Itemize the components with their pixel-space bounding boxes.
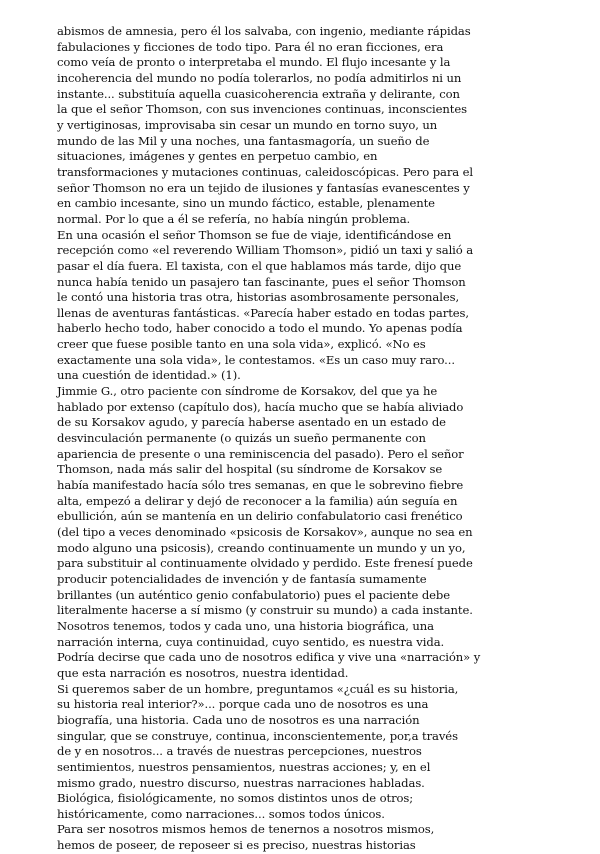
text-line: singular, que se construye, continua, inconscientemente, por,a través [57,728,458,743]
text-line: narración interna, cuya continuidad, cuyo sentido, es nuestra vida. [57,634,445,649]
text-line: apariencia de presente o una reminiscencia del pasado). Pero el señor [57,446,464,461]
text-line: transformaciones y mutaciones continuas, caleidoscópicas. Pero para el [57,164,474,179]
text-line: alta, empezó a delirar y dejó de reconocer a la familia) aún seguía en [57,493,458,508]
text-line: su historia real interior?»... porque cada uno de nosotros es una [57,697,429,712]
text-line: creer que fuese posible tanto en una sola vida», explicó. «No es [57,337,426,352]
text-line: hemos de poseer, de reposeer si es preciso, nuestras historias [57,838,416,853]
text-line: y vertiginosas, improvisaba sin cesar un mundo en torno suyo, un [57,117,438,132]
text-line: fabulaciones y ficciones de todo tipo. Para él no eran ficciones, era [57,39,444,54]
text-line: biografía, una historia. Cada uno de nosotros es una narración [57,712,420,727]
text-line: modo alguno una psicosis), creando continuamente un mundo y un yo, [57,540,466,555]
text-line: recepción como «el reverendo William Thomson», pidió un taxi y salió a [57,243,474,258]
text-line: literalmente hacerse a sí mismo (y construir su mundo) a cada instante. [57,603,473,618]
text-line: señor Thomson no era un tejido de ilusiones y fantasías evanescentes y [57,180,470,195]
text-line: En una ocasión el señor Thomson se fue de viaje, identificándose en [57,227,452,242]
text-line: una cuestión de identidad.» (1). [57,368,241,383]
text-line: Nosotros tenemos, todos y cada uno, una historia biográfica, una [57,618,434,633]
text-line: Podría decirse que cada uno de nosotros edifica y vive una «narración» y [57,650,481,665]
text-line: para substituir al continuamente olvidado y perdido. Este frenesí puede [57,556,473,571]
body-text [57,24,542,854]
text-line: mismo grado, nuestro discurso, nuestras narraciones habladas. [57,775,425,790]
text-line: incoherencia del mundo no podía tolerarlos, no podía admitirlos ni un [57,70,462,85]
text-line: que esta narración es nosotros, nuestra identidad. [57,665,349,680]
text-line: le contó una historia tras otra, historias asombrosamente personales, [57,290,460,305]
text-line: Biológica, fisiológicamente, no somos distintos unos de otros; [57,791,414,806]
text-line: de su Korsakov agudo, y parecía haberse asentado en un estado de [57,415,446,430]
text-line: llenas de aventuras fantásticas. «Parecía haber estado en todas partes, [57,305,469,320]
text-line: nunca había tenido un pasajero tan fascinante, pues el señor Thomson [57,274,466,289]
text-line: de y en nosotros... a través de nuestras percepciones, nuestros [57,744,422,759]
text-line: había manifestado hacía sólo tres semanas, en que le sobrevino fiebre [57,478,464,493]
text-line: producir potencialidades de invención y de fantasía sumamente [57,571,427,586]
text-line: la que el señor Thomson, con sus invenciones continuas, inconscientes [57,102,467,117]
text-line: Para ser nosotros mismos hemos de tenernos a nosotros mismos, [57,822,435,837]
text-line: como veía de pronto o interpretaba el mundo. El flujo incesante y la [57,55,451,70]
text-line: (del tipo a veces denominado «psicosis de Korsakov», aunque no sea en [57,525,473,539]
text-line: abismos de amnesia, pero él los salvaba, con ingenio, mediante rápidas [57,24,471,38]
text-line: sentimientos, nuestros pensamientos, nuestras acciones; y, en el [57,759,431,774]
text-line: Thomson, nada más salir del hospital (su síndrome de Korsakov se [57,462,443,477]
text-line: mundo de las Mil y una noches, una fantasmagoría, un sueño de [57,133,430,148]
text-line: Jimmie G., otro paciente con síndrome de Korsakov, del que ya he [57,384,438,399]
text-line: Si queremos saber de un hombre, preguntamos «¿cuál es su historia, [57,681,459,696]
text-line: exactamente una sola vida», le contestamos. «Es un caso muy raro... [57,352,455,367]
text-line: en cambio incesante, sino un mundo fáctico, estable, plenamente [57,196,435,211]
text-line: brillantes (un auténtico genio confabulatorio) pues el paciente debe [57,587,450,602]
text-line: pasar el día fuera. El taxista, con el que hablamos más tarde, dijo que [57,258,462,273]
text-line: situaciones, imágenes y gentes en perpetuo cambio, en [57,149,378,164]
text-line: hablado por extenso (capítulo dos), hacía mucho que se había aliviado [57,399,464,414]
text-line: ebullición, aún se mantenía en un delirio confabulatorio casi frenético [57,509,463,524]
text-line: haberlo hecho todo, haber conocido a todo el mundo. Yo apenas podía [57,321,463,336]
text-line: desvinculación permanente (o quizás un sueño permanente con [57,431,426,446]
text-line: normal. Por lo que a él se refería, no había ningún problema. [57,211,411,226]
text-line: históricamente, como narraciones... somos todos únicos. [57,806,385,821]
text-line: instante... substituía aquella cuasicoherencia extraña y delirante, con [57,86,460,101]
